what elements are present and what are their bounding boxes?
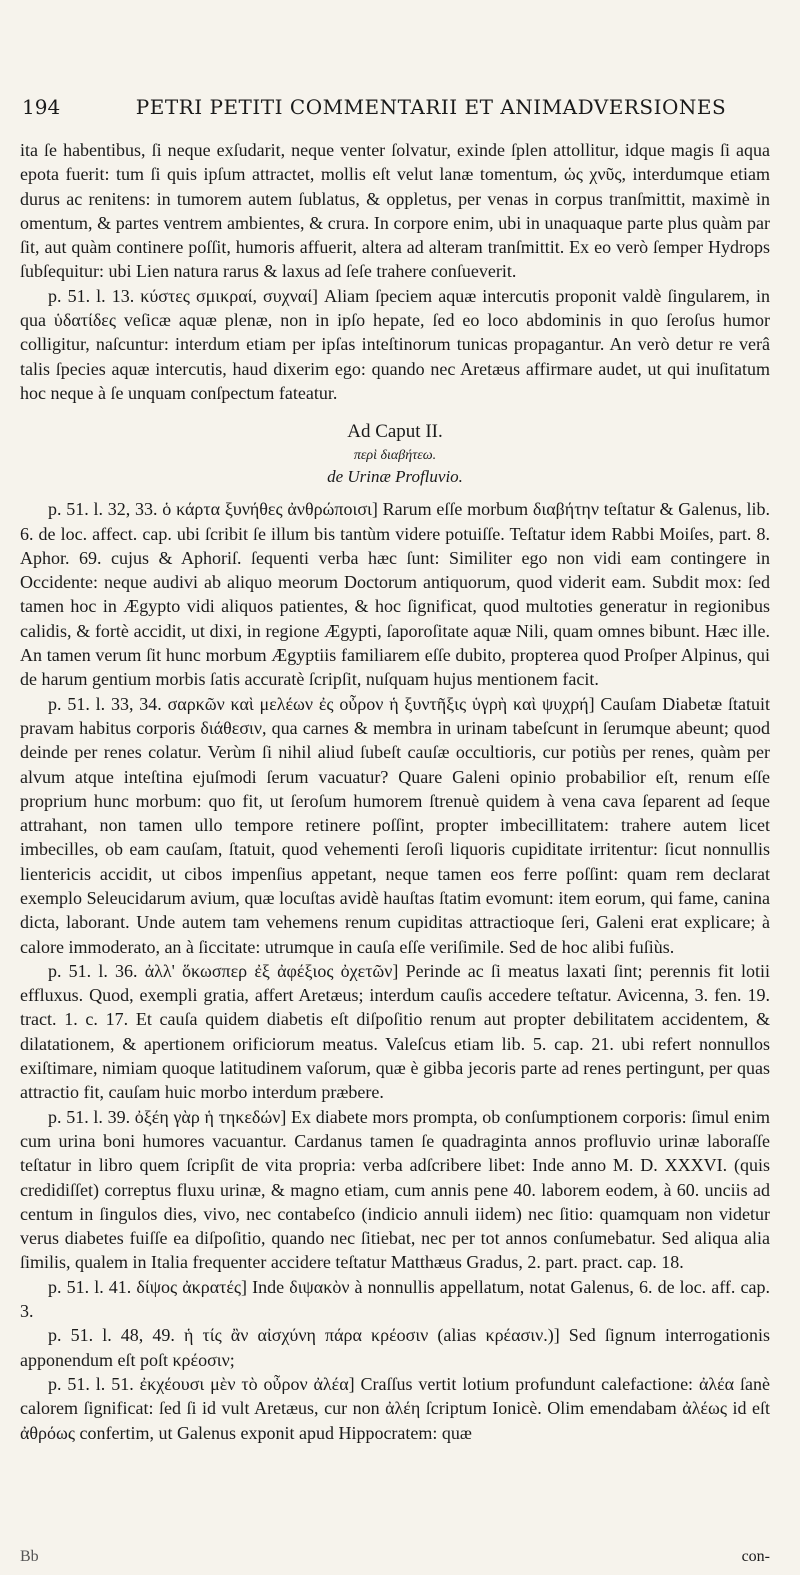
- paragraph-continuation: ita ſe habentibus, ſi neque exſudarit, neque venter ſolvatur, exinde ſplen attollitur, idque magis ſi aqua epota fuerit: tum ſi quis ipſum attractet, mollis eſt velut lanæ tomentum, ὡς χνῦς, interdumque etiam durus ac renitens: in tumorem autem ſublatus, & oppletus, per venas in corpus tranſmittit, maximè in omentum, & partes ventrem ambientes, & crura. In corpore enim, ubi in unaquaque parte plus quàm par ſit, aut quàm continere poſſit, humoris affuerit, altera ad alteram tranſmittit. Ex eo verò ſemper Hydrops ſubſequitur: ubi Lien natura rarus & laxus ad ſeſe trahere conſueverit.: [20, 140, 770, 282]
- commentary-entry: p. 51. l. 48, 49. ἡ τίς ἂν αἰσχύνη πάρα κρέοσιν (alias κρέασιν.)] Sed ſignum interrogationis apponendum eſt poſt κρέοσιν;: [20, 1325, 770, 1370]
- page-footer: [20, 1545, 770, 1569]
- section-heading: [20, 419, 770, 489]
- commentary-entry: p. 51. l. 13. κύστες σμικραί, συχναί] Aliam ſpeciem aquæ intercutis proponit valdè ſingularem, in qua ὑδατίδες veſicæ aquæ plenæ, non in ipſo hepate, ſed eo loco abdominis in quo ſeroſus humor colligitur, naſcuntur: interdum etiam per ipſas inteſtinorum tunicas propagantur. An verò detur re verâ talis ſpecies aquæ intercutis, haud dixerim ego: quando nec Aretæus affirmare audet, ut qui inuſitatum hoc neque à ſe unquam conſpectum fateatur.: [20, 285, 770, 403]
- running-title: PETRI PETITI COMMENTARII ET ANIMADVERSIONES: [135, 95, 727, 119]
- commentary-entry: p. 51. l. 51. ἐκχέουσι μὲν τὸ οὖρον ἀλέα] Craſſus vertit lotium profundunt calefactione: ἀλέα ſanè calorem ſignificat: ſed ſi id vult Aretæus, cur non ἀλέη ſcriptum Ionicè. Olim emendabam ἀλέως id eſt ἀθρόως confertim, ut Galenus exponit apud Hippocratem: quæ: [20, 1373, 770, 1443]
- page-number: 194: [22, 95, 61, 119]
- commentary-entry: p. 51. l. 32, 33. ὁ κάρτα ξυνήθες ἀνθρώποισι] Rarum eſſe morbum διαβήτην teſtatur & Galenus, lib. 6. de loc. affect. cap. ubi ſcribit ſe illum bis tantùm videre potuiſſe. Teſtatur idem Rabbi Moiſes, part. 8. Aphor. 69. cujus & Aphoriſ. ſequenti verba hæc ſunt: Similiter ego non vidi eam contingere in Occidente: neque audivi ab aliquo meorum Doctorum antiquorum, quod viderit eam. Subdit mox: ſed tamen hoc in Ægypto vidi aliquos patientes, & hoc ſignificat, quod multoties generatur in regionibus calidis, & fortè accidit, ut dixi, in regione Ægypti, ſaporoſitate aquæ Nili, quam omnes bibunt. Hæc ille. An tamen verum ſit hunc morbum Ægyptiis familiarem eſſe dubito, propterea quod Proſper Alpinus, qui de harum gentium morbis ſatis accuratè ſcripſit, nuſquam hujus mentionem facit.: [20, 499, 770, 690]
- page-body: [20, 138, 770, 1445]
- page-header: [22, 95, 770, 129]
- chapter-heading: Ad Caput II.: [347, 421, 443, 443]
- commentary-entry: p. 51. l. 33, 34. σαρκῶν καὶ μελέων ἐς οὖρον ἡ ξυντῆξις ὑγρὴ καὶ ψυχρή] Cauſam Diabetæ ſtatuit pravam habitus corporis διάθεσιν, qua carnes & membra in urinam tabeſcunt in ſerumque abeunt; quod deinde per renes colatur. Verùm ſi nihil aliud ſubeſt cauſæ occultioris, cur potiùs per renes, quàm per alvum atque inteſtina ejuſmodi ſerum vacuatur? Quare Galeni opinio probabilior eſt, renum eſſe proprium hunc morbum: quo fit, ut ſeroſum humorem ſtrenuè quidem à vena cava ſeparent ad ſeque attrahant, non tamen ullo tempore retinere poſſint, propter imbecillitatem: trahere autem licet imbecilles, ob eam cauſam, ſtatuit, quod vehementi ſeroſi liquoris cupiditate irritentur: ſicut nonnullis lientericis accidit, ut cibos impenſius appetant, neque tamen eos ferre poſſint: quam rem declarat exemplo Seleucidarum avium, quæ locuſtas avidè hauſtas ſtatim evomunt: item eorum, qui fame, canina dicta, laborant. Unde autem tam vehemens renum cupiditas attractioque ſeri, Galeni erat explicare; à calore immoderato, an à ſiccitate: utrumque in cauſa eſſe veriſimile. Sed de hoc alibi fuſiùs.: [20, 693, 770, 957]
- chapter-subtitle: de Urinæ Profluvio.: [327, 467, 463, 487]
- signature-mark: Bb: [20, 1548, 39, 1565]
- commentary-entry: p. 51. l. 39. ὀξέη γὰρ ἡ τηκεδών] Ex diabete mors prompta, ob conſumptionem corporis: ſimul enim cum urina boni humores vacuantur. Cardanus tamen ſe quadraginta annos profluvio urinæ laboraſſe teſtatur in libro quem ſcripſit de vita propria: verba adſcribere libet: Inde anno M. D. XXXVI. (quis credidiſſet) correptus fluxu urinæ, & magno etiam, cum annis pene 40. laborem eodem, à 60. unciis ad centum in ſingulos dies, vivo, nec contabeſco (indicio annuli iidem) nec ſitio: quamquam non videtur verus diabetes fuiſſe ea diſpoſitio, quando nec ſitiebat, nec per tot annos conſumebatur. Sed aliqua alia ſimilis, qualem in Italia frequenter accidere teſtatur Matthæus Gradus, 2. part. pract. cap. 18.: [20, 1106, 770, 1273]
- commentary-entry: p. 51. l. 36. ἀλλ' ὅκωσπερ ἐξ ἀφέξιος ὀχετῶν] Perinde ac ſi meatus laxati ſint; perennis fit lotii effluxus. Quod, exempli gratia, affert Aretæus; interdum cauſis accedere teſtatur. Avicenna, 3. fen. 19. tract. 1. c. 17. Et cauſa quidem diabetis eſt diſpoſitio renum aut propter debilitatem accidentem, & dilatationem, & apertionem orificiorum meatus. Valeſcus etiam lib. 5. cap. 21. ubi refert nonnullos exiſtimare, nimiam quoque latitudinem vaſorum, quæ è gibba jecoris parte ad renes pertingunt, per quas attractio fit, cauſam huic morbo interdum præbere.: [20, 960, 770, 1103]
- catchword: con-: [741, 1548, 770, 1565]
- chapter-greek-title: περὶ διαβήτεω.: [353, 447, 437, 463]
- commentary-entry: p. 51. l. 41. δίψος ἀκρατές] Inde διψακὸν à nonnullis appellatum, notat Galenus, 6. de loc. aff. cap. 3.: [20, 1276, 770, 1322]
